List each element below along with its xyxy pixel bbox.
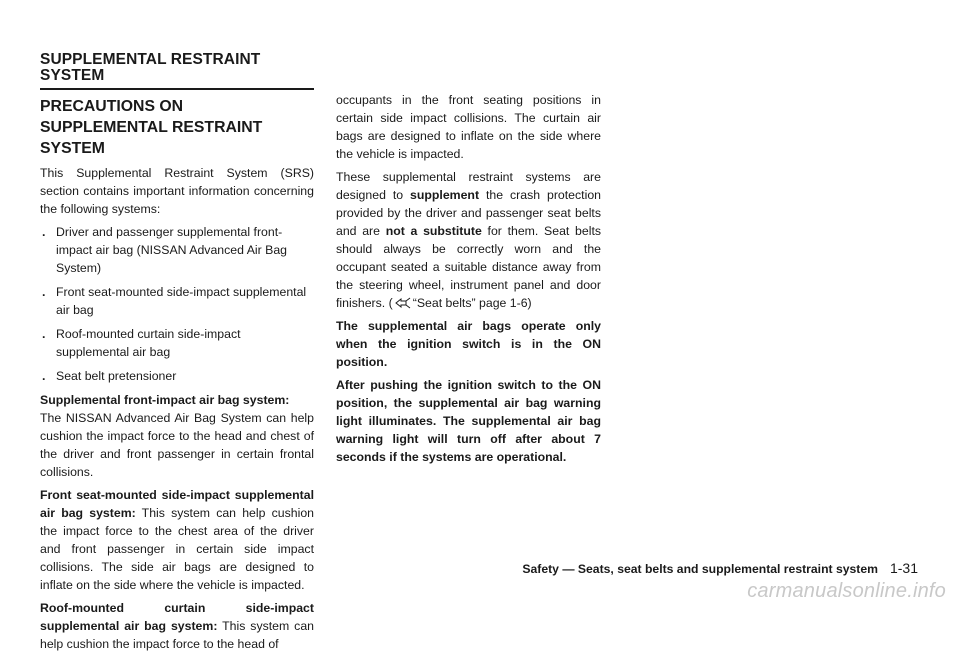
list-item-text: Driver and passenger supplemental front-impact air bag (NISSAN Advanced Air Bag System) [56,225,288,275]
side-airbag-label: Front seat-mounted side-impact supplemental air bag system: [40,488,314,520]
bullet-mark: . [42,369,46,383]
side-airbag-paragraph [40,486,314,594]
supplement-bold: supplement [410,188,480,202]
front-airbag-paragraph [40,391,314,481]
watermark: carmanualsonline.info [747,580,946,602]
right-column [336,91,601,471]
supplement-text-c: for them. Seat belts should always be correctly worn and the occupant seated a suitable distance away from the steering wheel, instrument panel and door finishers. ( [336,224,602,310]
roof-airbag-text: This system can help cushion the impact force to the head of [40,619,314,651]
roof-airbag-paragraph [40,599,314,653]
bullet-mark: . [42,285,46,299]
supplement-text-b: the crash protection provided by the driver and passenger seat belts and are [336,188,601,238]
supplement-text-a: These supplemental restraint systems are designed to [336,170,601,202]
list-item [40,223,314,277]
title-rule [40,88,314,90]
page-reference-icon [395,297,411,309]
list-item [40,325,314,361]
list-item [40,283,314,319]
page-number: 1-31 [889,560,918,576]
list-item [40,367,314,385]
page-footer [498,560,918,576]
warning-light-paragraph: After pushing the ignition switch to the ON position, the supplemental air bag warning light illuminates. The supplemental air bag warning light will turn off after about 7 seconds if the systems are operational. [336,378,601,464]
bullet-mark: . [42,327,46,341]
side-airbag-text: This system can help cushion the impact force to the chest area of the driver and front passenger in certain side impact collisions. The side air bags are designed to inflate on the side where the vehicle is impacted. [40,506,315,592]
system-list [40,223,314,385]
front-airbag-text: The NISSAN Advanced Air Bag System can help cushion the impact force to the head and chest of the driver and front passenger in certain frontal collisions. [40,411,314,479]
not-substitute-bold: not a substitute [385,224,482,238]
intro-paragraph: This Supplemental Restraint System (SRS) section contains important information concerning the following systems: [40,166,314,216]
left-column [40,96,314,658]
section-title: SUPPLEMENTAL RESTRAINT SYSTEM [40,51,261,84]
roof-airbag-label: Roof-mounted curtain side-impact supplemental air bag system: [40,601,314,633]
list-item-text: Seat belt pretensioner [56,369,177,383]
list-item-text: Front seat-mounted side-impact supplemental air bag [56,285,307,317]
bullet-mark: . [42,225,46,239]
list-item-text: Roof-mounted curtain side-impact supplemental air bag [56,327,241,359]
front-airbag-label: Supplemental front-impact air bag system: [40,393,290,407]
footer-section-title: Safety — Seats, seat belts and supplemental restraint system [522,562,878,576]
seat-belts-reference: “Seat belts” page 1-6) [412,296,532,310]
precautions-heading: PRECAUTIONS ON SUPPLEMENTAL RESTRAINT SYSTEM [40,98,263,157]
ignition-warning: The supplemental air bags operate only when the ignition switch is in the ON position. [336,319,601,369]
continuation-paragraph: occupants in the front seating positions in certain side impact collisions. The curtain air bags are designed to inflate on the side where the vehicle is impacted. [336,93,601,161]
supplement-paragraph [336,168,601,312]
